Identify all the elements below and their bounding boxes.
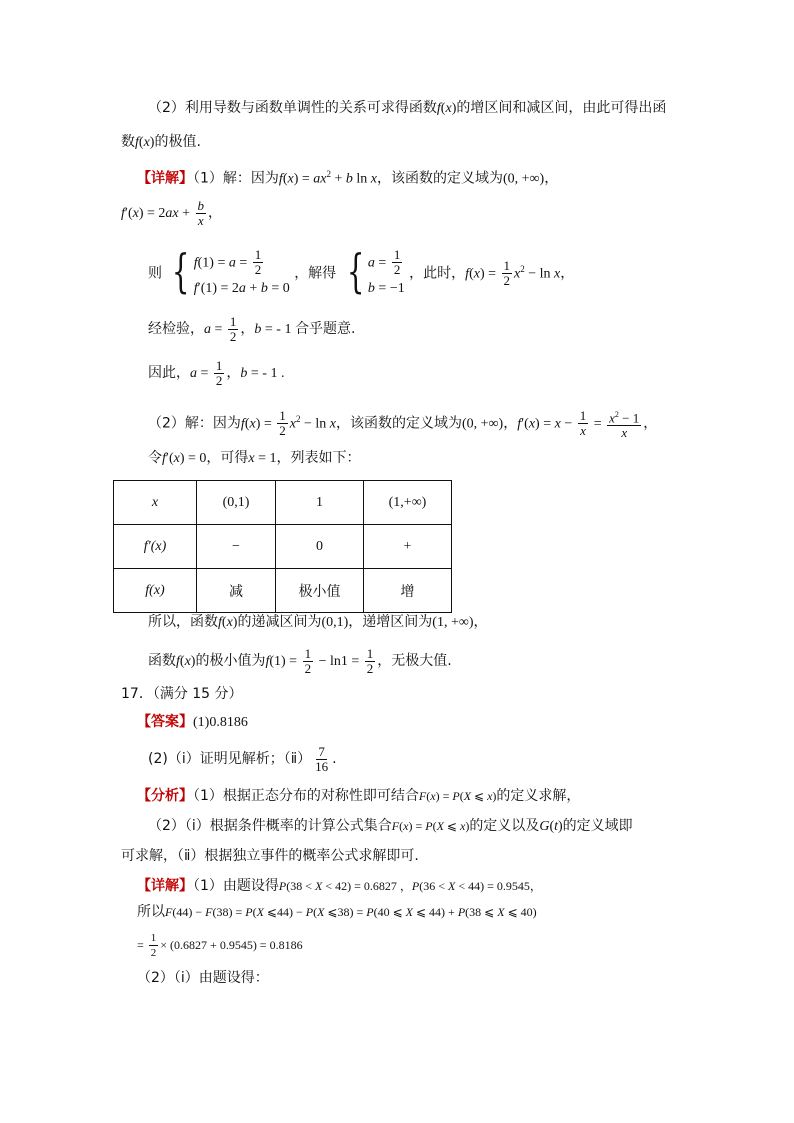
check-line: 经检验，a = $\frac{1}{2}$ ，b = - 1 合乎题意.	[148, 313, 356, 344]
text: 所以	[137, 904, 165, 920]
analysis-line-3: 可求解，（ⅱ）根据独立事件的概率公式求解即可.	[121, 848, 419, 864]
text: 合乎题意.	[294, 321, 356, 337]
text: （1）解：因为	[193, 170, 279, 187]
text: 数	[121, 134, 135, 150]
text: 令	[148, 450, 162, 466]
text: 的极值.	[154, 134, 201, 150]
text: ，解得	[294, 265, 337, 282]
text: 的定义求解，	[496, 788, 581, 804]
analysis-line-2: （2）（ⅰ）根据条件概率的计算公式集合F(x) = P(X ⩽ x)的定义以及G(t)的定义域即	[148, 818, 633, 834]
min-line: 函数f(x)的极小值为f(1) = $\frac{1}{2}$ − ln1 = $\frac{1}{2}$ ，无极大值.	[148, 645, 452, 676]
text-line-2: 数f(x)的极值.	[121, 134, 201, 150]
table-cell: f(x)	[114, 569, 197, 613]
text: （2）（ⅰ）根据条件概率的计算公式集合	[148, 818, 392, 834]
detail-tag: 【详解】	[137, 170, 193, 187]
text: ，无极大值.	[377, 653, 452, 669]
table-cell: 极小值	[276, 569, 364, 613]
answer-tag: 【答案】	[137, 714, 193, 730]
text: 函数	[148, 653, 176, 669]
text: 的极小值为	[195, 653, 266, 669]
text: 的递减区间为	[237, 614, 322, 630]
part2-line: （2）解：因为f(x) = $\frac{1}{2}$ $x^2 - \ln x$，该函数的定义域为(0, +∞)，f′(x) = x − $\frac{1}{x}$ = $\frac{x^2 - 1}{x}$ ，	[148, 408, 658, 440]
text: 因此，	[148, 365, 190, 381]
detail2-line-3: = $\frac{1}{2}$ × (0.6827 + 0.9545) = 0.8186	[137, 931, 303, 959]
detail2-line-2: 所以F(44) − F(38) = P(X ⩽44) − P(X ⩽38) = P(40 ⩽ X ⩽ 44) + P(38 ⩽ X ⩽ 40)	[137, 904, 537, 920]
table-row	[114, 481, 452, 525]
table-cell: −	[197, 525, 276, 569]
text: 经检验，	[148, 321, 204, 337]
answer-line-2: (2)（ⅰ）证明见解析；（ⅱ） $\frac{7}{16}$ .	[148, 743, 337, 774]
text: ，此时，	[409, 265, 466, 282]
text: ，列表如下：	[276, 450, 361, 466]
table-cell: 1	[276, 481, 364, 525]
analysis-line-1: 【分析】（1）根据正态分布的对称性即可结合F(x) = P(X ⩽ x)的定义求解，	[137, 788, 581, 804]
analysis-tag: 【分析】	[137, 788, 193, 804]
text: ，该函数的定义域为	[377, 170, 503, 187]
table-cell: 增	[364, 569, 452, 613]
table-row	[114, 525, 452, 569]
table-row	[114, 569, 452, 613]
let-line: 令f′(x) = 0，可得x = 1，列表如下：	[148, 450, 361, 466]
text: （1）根据正态分布的对称性即可结合	[193, 788, 419, 804]
text: (2)（ⅰ）证明见解析；（ⅱ）	[148, 751, 312, 767]
derivative-line: f′(x) = 2ax + $\frac{b}{x}$ ，	[121, 197, 223, 228]
table-cell: 减	[197, 569, 276, 613]
question-17: 17．（满分 15 分）	[121, 686, 243, 702]
detail2-line-4: （2）（ⅰ）由题设得：	[137, 970, 269, 986]
detail2-line-1: 【详解】（1）由题设得P(38 < X < 42) = 0.6827 ，P(36 < X < 44) = 0.9545，	[137, 878, 542, 894]
interval-line: 所以，函数f(x)的递减区间为(0,1)，递增区间为(1, +∞)，	[148, 614, 488, 630]
sign-table	[113, 480, 452, 613]
system-line: 则 { f(1) = a = $\frac{1}{2}$ f′(1) = 2a + b = 0 ，解得 { a = $\frac{1}{2}$ b = −1 ，此时，f(x) = $\frac{1}{2}$ $x^2 - \ln x$，	[148, 243, 575, 298]
table-cell: 0	[276, 525, 364, 569]
table-cell: +	[364, 525, 452, 569]
text: （1）由题设得	[193, 878, 279, 894]
table-cell: (0,1)	[197, 481, 276, 525]
table-cell: f′(x)	[114, 525, 197, 569]
answer-line-1	[137, 712, 248, 733]
detail-line-1: 【详解】（1）解：因为$f(x) = ax^2 + b$ ln x，该函数的定义域为(0, +∞)，	[137, 169, 559, 187]
text: （2）解：因为	[148, 415, 241, 432]
text: 的定义域即	[562, 818, 633, 834]
text: (1)0.8186	[193, 715, 248, 730]
text: 的定义以及	[469, 818, 540, 834]
therefore-line: 因此，a = $\frac{1}{2}$ ，b = - 1 .	[148, 357, 285, 388]
text: ，	[544, 170, 559, 187]
text: ，递增区间为	[348, 614, 433, 630]
text: 的增区间和减区间，由此可得出函	[456, 100, 667, 116]
text: ，该函数的定义域为	[336, 415, 462, 432]
detail-tag: 【详解】	[137, 878, 193, 894]
text: 所以，函数	[148, 614, 218, 630]
table-cell: (1,+∞)	[364, 481, 452, 525]
text: （2）利用导数与函数单调性的关系可求得函数	[148, 100, 437, 116]
text: 则	[148, 265, 162, 282]
table-cell: x	[114, 481, 197, 525]
text: ，可得	[206, 450, 249, 466]
text-line-1: （2）利用导数与函数单调性的关系可求得函数f(x)的增区间和减区间，由此可得出函	[148, 100, 667, 116]
